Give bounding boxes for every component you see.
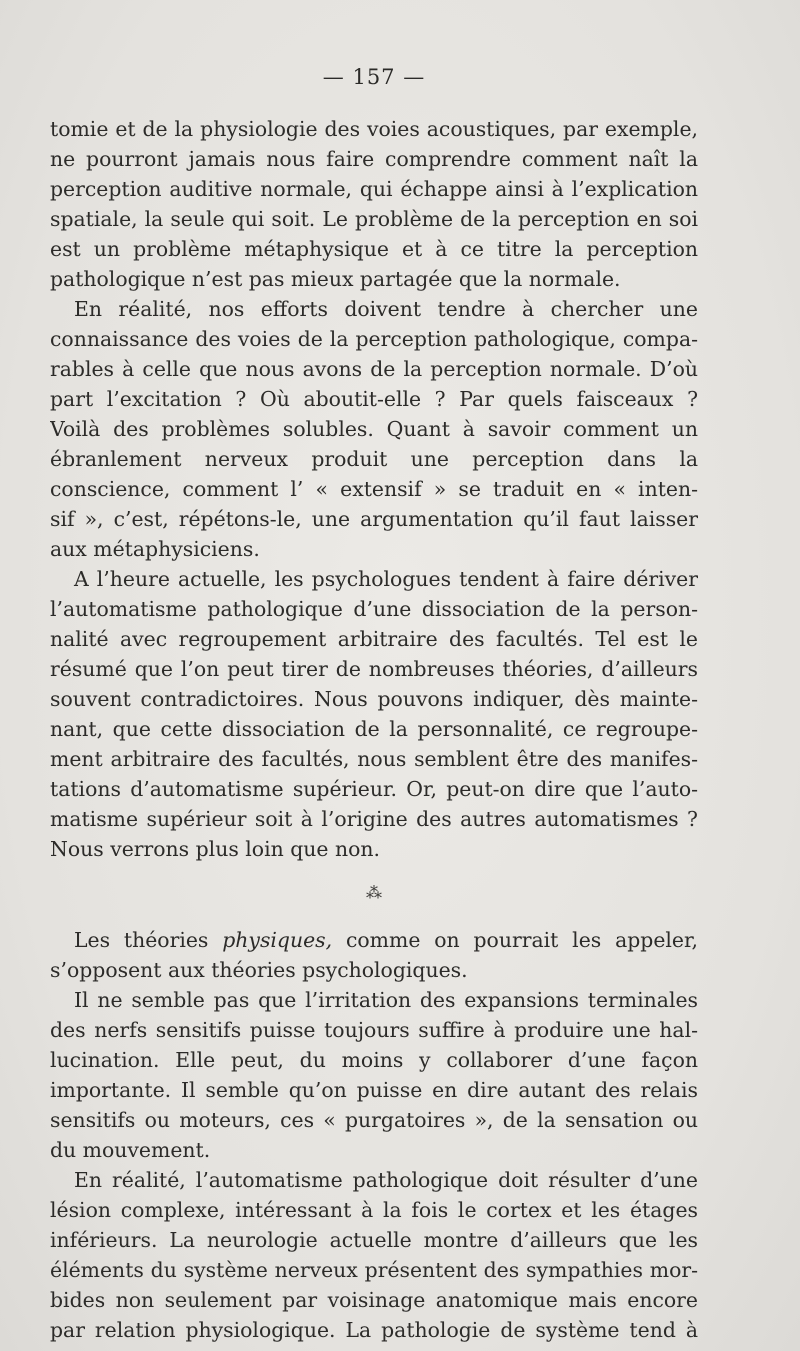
text-line: bides non seulement par voisinage anatomique mais encore xyxy=(50,1288,698,1312)
asterism-separator: ⁂ xyxy=(366,883,382,902)
text-line: tomie et de la physiologie des voies acoustiques, par exemple, xyxy=(50,117,698,141)
text-line: En réalité, l’automatisme pathologique doit résulter d’une xyxy=(74,1168,698,1192)
text-line: A l’heure actuelle, les psychologues tendent à faire dériver xyxy=(74,567,698,591)
text-line: importante. Il semble qu’on puisse en dire autant des relais xyxy=(50,1078,698,1102)
paragraph-4 xyxy=(50,925,698,985)
paragraph-3 xyxy=(50,564,698,864)
text-line: Nous verrons plus loin que non. xyxy=(50,837,380,861)
text-line: du mouvement. xyxy=(50,1138,211,1162)
text-line: perception auditive normale, qui échappe ainsi à l’explication xyxy=(50,177,698,201)
paragraph-1 xyxy=(50,114,698,294)
text-line: part l’excitation ? Où aboutit-elle ? Par quels faisceaux ? xyxy=(50,387,698,411)
text-line: éléments du système nerveux présentent des sympathies mor- xyxy=(50,1258,698,1282)
text-line: est un problème métaphysique et à ce titre la perception xyxy=(50,237,698,261)
text-line: sensitifs ou moteurs, ces « purgatoires », de la sensation ou xyxy=(50,1108,698,1132)
text-line: En réalité, nos efforts doivent tendre à chercher une xyxy=(74,297,698,321)
text-line: rables à celle que nous avons de la perception normale. D’où xyxy=(50,357,698,381)
text-line: connaissance des voies de la perception pathologique, compa- xyxy=(50,327,698,351)
book-page xyxy=(50,62,698,1345)
page-number: — 157 — xyxy=(322,65,426,89)
text-line: spatiale, la seule qui soit. Le problème de la perception en soi xyxy=(50,207,698,231)
text-line: tations d’automatisme supérieur. Or, peut-on dire que l’auto- xyxy=(50,777,698,801)
paragraph-6 xyxy=(50,1165,698,1345)
text-line: pathologique n’est pas mieux partagée que la normale. xyxy=(50,267,621,291)
text-line: sif », c’est, répétons-le, une argumentation qu’il faut laisser xyxy=(50,507,698,531)
text-line xyxy=(50,925,698,955)
text-line: des nerfs sensitifs puisse toujours suffire à produire une hal- xyxy=(50,1018,698,1042)
text-line: Il ne semble pas que l’irritation des expansions terminales xyxy=(74,988,698,1012)
text-run: comme on pourrait les appeler, xyxy=(332,928,698,952)
text-line: ne pourront jamais nous faire comprendre comment naît la xyxy=(50,147,698,171)
text-line: résumé que l’on peut tirer de nombreuses théories, d’ailleurs xyxy=(50,657,698,681)
text-line: aux métaphysiciens. xyxy=(50,537,260,561)
paragraph-2 xyxy=(50,294,698,564)
text-line: nalité avec regroupement arbitraire des facultés. Tel est le xyxy=(50,627,698,651)
text-line: matisme supérieur soit à l’origine des autres automatismes ? xyxy=(50,807,698,831)
text-run: Les théories xyxy=(74,928,223,952)
text-line: conscience, comment l’ « extensif » se traduit en « inten- xyxy=(50,477,698,501)
text-line: nant, que cette dissociation de la personnalité, ce regroupe- xyxy=(50,717,698,741)
text-line: inférieurs. La neurologie actuelle montre d’ailleurs que les xyxy=(50,1228,698,1252)
text-line: souvent contradictoires. Nous pouvons indiquer, dès mainte- xyxy=(50,687,698,711)
text-line: lucination. Elle peut, du moins y collaborer d’une façon xyxy=(50,1048,698,1072)
text-line: s’opposent aux théories psychologiques. xyxy=(50,958,468,982)
italic-term: physiques, xyxy=(222,928,333,952)
text-line: par relation physiologique. La pathologie de système tend à xyxy=(50,1318,698,1342)
text-line: Voilà des problèmes solubles. Quant à savoir comment un xyxy=(50,417,698,441)
text-line: lésion complexe, intéressant à la fois le cortex et les étages xyxy=(50,1198,698,1222)
text-line: ment arbitraire des facultés, nous semblent être des manifes- xyxy=(50,747,698,771)
paragraph-5 xyxy=(50,985,698,1165)
text-line: l’automatisme pathologique d’une dissociation de la person- xyxy=(50,597,698,621)
text-line: ébranlement nerveux produit une perception dans la xyxy=(50,447,698,471)
